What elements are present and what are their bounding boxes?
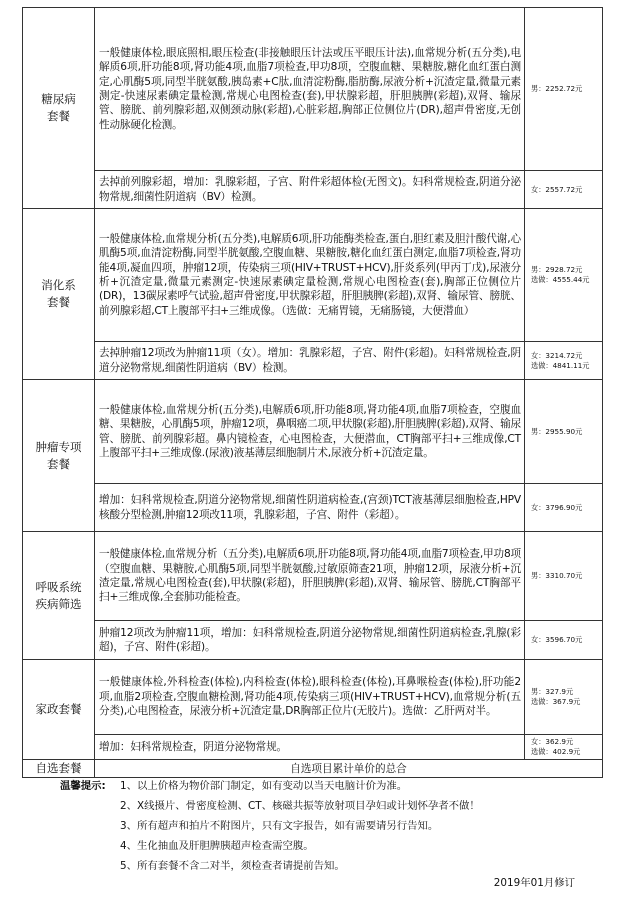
package-items: 一般健康体检,血常规分析(五分类),电解质6项,肝功能酶类检查,蛋白,胆红素及胆汁酸代谢,心肌酶5项,血清淀粉酶,同型半胱氨酸,空腹血糖、果糖胺,糖化血红蛋白测定,血脂7项检查,肾功能4项,凝血四项，肿瘤12项，传染病三项(HIV+TRUST+HCV),肝炎系列(甲丙丁戊),尿液分析+沉渣定量,微量元素测定-快速尿素碘定量检测,常规心电图检查(套),胸部正位侧位片(DR)，13碳尿素呼气试验,超声骨密度,甲状腺彩超，肝胆胰脾(彩超),双肾、输尿管、膀胱、前列腺彩超,CT上腹部平扫+三维成像。（选做：无痛胃镜，无痛肠镜，大便潜血） <box>95 209 525 342</box>
package-category: 呼吸系统 疾病筛选 <box>23 532 95 660</box>
package-price: 女：362.9元 选做：402.9元 <box>525 735 603 760</box>
package-category: 自选套餐 <box>23 760 95 778</box>
note-text: 2、X线摄片、骨密度检测、CT、核磁共振等放射项目孕妇或计划怀孕者不做！ <box>120 799 480 812</box>
list-item <box>60 774 600 794</box>
package-category: 肿瘤专项 套餐 <box>23 380 95 532</box>
revision-date: 2019年01月修订 <box>493 877 575 889</box>
table-row <box>23 660 603 735</box>
package-items: 一般健康体检,血常规分析（五分类),电解质6项,肝功能8项,肾功能4项,血脂7项检查,甲功8项（空腹血糖、果糖胺,心肌酶5项,同型半胱氨酸,过敏原筛查21项，肿瘤12项，尿液分析+沉渣定量,常规心电图检查(套),甲状腺(彩超)，肝胆胰脾(彩超),双肾、输尿管、膀胱,CT胸部平扫+三维成像,全套肺功能检查。 <box>95 532 525 621</box>
package-items: 自选项目累计单价的总合 <box>95 760 603 778</box>
package-price: 女：3596.70元 <box>525 621 603 660</box>
table-row <box>23 532 603 621</box>
package-items: 一般健康体检,眼底照相,眼压检查(非接触眼压计法或压平眼压计法),血常规分析(五分类),电解质6项,肝功能8项,肾功能4项,血脂7项检查,甲功8项，空腹血糖、果糖胺,糖化血红蛋白测定,心肌酶5项,同型半胱氨酸,胰岛素+C肽,血清淀粉酶,脂肪酶,尿液分析+沉渣定量,微量元素测定-快速尿素碘定量检测,常规心电图检查(套),甲状腺彩超，肝胆胰脾(彩超),双肾、输尿管、膀胱、前列腺彩超,双侧颈动脉(彩超),心脏彩超,胸部正位侧位片(DR),超声骨密度,无创性动脉硬化检测。 <box>95 8 525 171</box>
package-items: 去掉前列腺彩超，增加：乳腺彩超，子宫、附件彩超体检(无图文)。妇科常规检查,阴道分泌物常规,细菌性阴道病（BV）检测。 <box>95 171 525 209</box>
package-price: 男：3310.70元 <box>525 532 603 621</box>
note-text: 1、以上价格为物价部门制定，如有变动以当天电脑计价为准。 <box>120 779 408 792</box>
table-row <box>23 484 603 532</box>
package-price: 男：2955.90元 <box>525 380 603 484</box>
note-text: 3、所有超声和拍片不附图片，只有文字报告，如有需要请另行告知。 <box>120 819 439 832</box>
table-row <box>23 621 603 660</box>
table-row <box>23 171 603 209</box>
package-items: 增加：妇科常规检查，阴道分泌物常规。 <box>95 735 525 760</box>
table-row <box>23 735 603 760</box>
note-text: 5、所有套餐不含二对半，须检查者请提前告知。 <box>120 859 345 872</box>
package-category: 糖尿病 套餐 <box>23 8 95 209</box>
package-items: 增加：妇科常规检查,阴道分泌物常规,细菌性阴道病检查,(宫颈)TCT液基薄层细胞检查,HPV核酸分型检测,肿瘤12项改11项，乳腺彩超，子宫、附件（彩超）。 <box>95 484 525 532</box>
package-category: 消化系 套餐 <box>23 209 95 380</box>
package-price: 男：327.9元 选做：367.9元 <box>525 660 603 735</box>
package-items: 一般健康体检,血常规分析(五分类),电解质6项,肝功能8项,肾功能4项,血脂7项检查，空腹血糖、果糖胺，心肌酶5项，肿瘤12项，鼻咽癌二项,甲状腺(彩超),肝胆胰脾(彩超),双肾、输尿管、膀胱、前列腺彩超。鼻内镜检查，心电图检查，大便潜血，CT胸部平扫+三维成像,CT上腹部平扫+三维成像.(尿液)液基薄层细胞制片术,尿液分析+沉渣定量。 <box>95 380 525 484</box>
list-item <box>60 814 600 834</box>
table-row <box>23 8 603 171</box>
note-text: 4、生化抽血及肝胆脾胰超声检查需空腹。 <box>120 839 314 852</box>
package-category: 家政套餐 <box>23 660 95 760</box>
package-price: 女：2557.72元 <box>525 171 603 209</box>
table-row <box>23 342 603 380</box>
package-items: 肿瘤12项改为肿瘤11项，增加：妇科常规检查,阴道分泌物常规,细菌性阴道病检查,乳腺(彩超)，子宫、附件(彩超)。 <box>95 621 525 660</box>
package-items: 去掉肿瘤12项改为肿瘤11项（女）。增加：乳腺彩超，子宫、附件(彩超)。妇科常规检查,阴道分泌物常规,细菌性阴道病（BV）检测。 <box>95 342 525 380</box>
package-price: 女：3214.72元 选做：4841.11元 <box>525 342 603 380</box>
table-row <box>23 380 603 484</box>
package-price: 男：2252.72元 <box>525 8 603 171</box>
list-item <box>60 854 600 874</box>
package-price: 女：3796.90元 <box>525 484 603 532</box>
package-items: 一般健康体检,外科检查(体检),内科检查(体检),眼科检查(体检),耳鼻喉检查(体检),肝功能2项,血脂2项检查,空腹血糖检测,肾功能4项,传染病三项(HIV+TRUST+HCV),血常规分析(五分类),心电图检查，尿液分析+沉渣定量,DR胸部正位片(无胶片)。选做：乙肝两对半。 <box>95 660 525 735</box>
list-item <box>60 794 600 814</box>
table-row <box>23 209 603 342</box>
list-item <box>60 834 600 854</box>
notes-section <box>60 774 600 874</box>
package-table <box>22 7 603 778</box>
package-price: 男：2928.72元 选做：4555.44元 <box>525 209 603 342</box>
notes-label: 温馨提示: <box>60 779 106 792</box>
